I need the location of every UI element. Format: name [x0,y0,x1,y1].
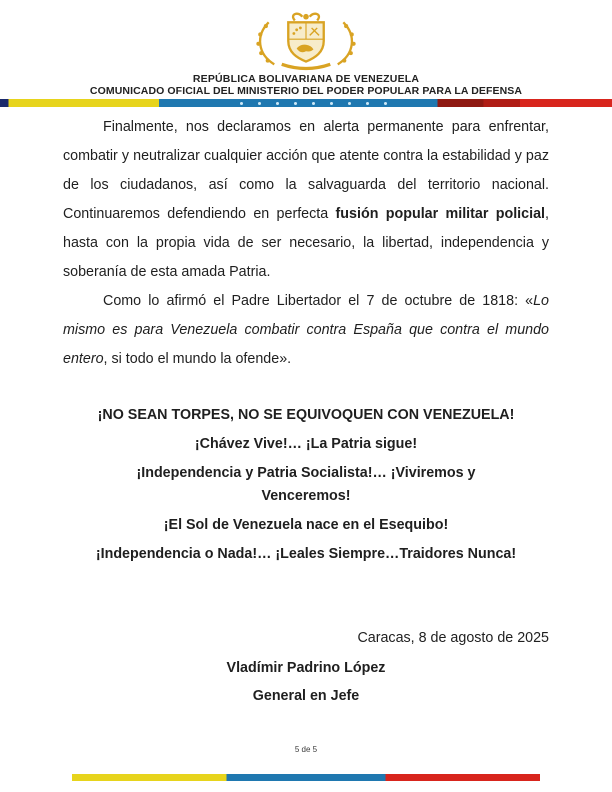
communique-title: COMUNICADO OFICIAL DEL MINISTERIO DEL PODER POPULAR PARA LA DEFENSA [89,85,523,97]
star-icon [276,102,279,105]
star-icon [348,102,351,105]
slogan-line: ¡NO SEAN TORPES, NO SE EQUIVOQUEN CON VENEZUELA! [97,407,515,423]
emblem-container [0,11,612,76]
signature-name: Vladímir Padrino López [226,660,386,676]
star-icon [366,102,369,105]
slogan-line: ¡Independencia o Nada!… ¡Leales Siempre…Traidores Nunca! [95,546,517,562]
slogan-line: ¡Independencia y Patria Socialista!… ¡Viviremos y Venceremos! [136,465,476,504]
star-icon [330,102,333,105]
signature-rank: General en Jefe [252,688,360,704]
star-icon [258,102,261,105]
footer-flag-band [72,774,540,781]
coat-of-arms-icon [250,11,362,71]
slogan-line: ¡Chávez Vive!… ¡La Patria sigue! [194,436,418,452]
body-paragraph: Finalmente, nos declaramos en alerta permanente para enfrentar, combatir y neutralizar cualquier acción que atente contra la estabilidad y paz de los ciudadanos, así como la salvaguarda del territorio nacional. Continuaremos defendiendo en perfecta fusión popular militar policial, hasta con la propia vida de ser necesario, la libertad, independencia y soberanía de esta amada Patria. [63,119,549,280]
republic-title: REPÚBLICA BOLIVARIANA DE VENEZUELA [192,73,420,85]
body-paragraphs [63,113,549,374]
star-icon [312,102,315,105]
star-icon [294,102,297,105]
star-icon [240,102,243,105]
flag-band-stars [240,102,387,105]
body-paragraph: Como lo afirmó el Padre Libertador el 7 de octubre de 1818: «Lo mismo es para Venezuela combatir contra España que contra el mundo entero, si todo el mundo la ofende». [63,293,549,367]
star-icon [384,102,387,105]
date-line: Caracas, 8 de agosto de 2025 [357,630,549,646]
slogans [63,404,549,566]
document-content [63,113,549,708]
slogan-line: ¡El Sol de Venezuela nace en el Esequibo! [163,517,449,533]
page-number: 5 de 5 [294,745,318,754]
flag-band [0,99,612,107]
